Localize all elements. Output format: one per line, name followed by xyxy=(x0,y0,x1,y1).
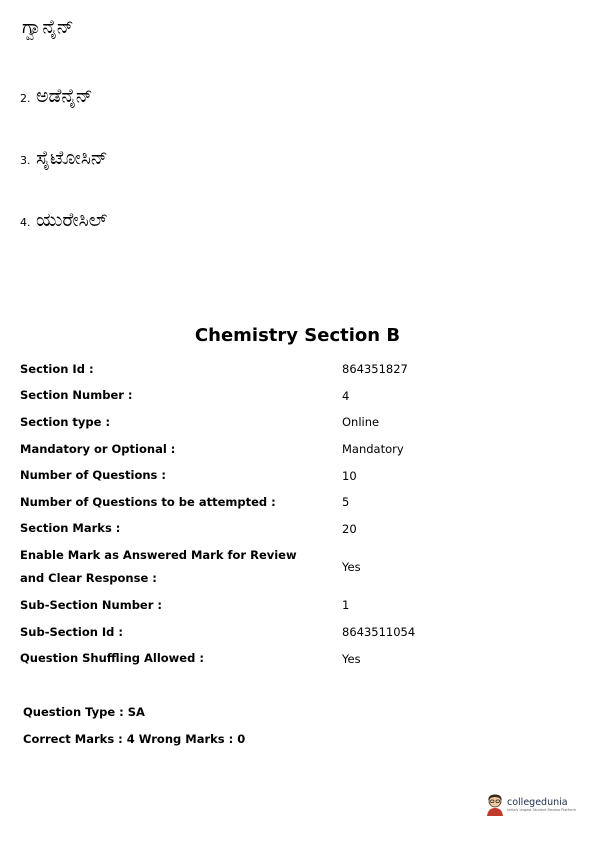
option-3 xyxy=(20,149,108,168)
row-value: 864351827 xyxy=(342,362,408,377)
row-value: 10 xyxy=(342,468,357,483)
row-value: 5 xyxy=(342,495,350,510)
row-label: Number of Questions : xyxy=(20,468,166,483)
table-row xyxy=(14,516,574,543)
collegedunia-logo xyxy=(485,793,576,817)
logo-tagline: India's largest Student Review Platform xyxy=(507,807,576,812)
row-value: 20 xyxy=(342,521,357,536)
table-row xyxy=(14,462,574,489)
table-row xyxy=(14,619,574,646)
table-row xyxy=(14,542,574,592)
option-number: 4. xyxy=(20,216,31,229)
option-number: 2. xyxy=(20,92,31,105)
row-label: Section type : xyxy=(20,414,111,429)
table-row xyxy=(14,356,574,383)
row-value: Mandatory xyxy=(342,442,404,457)
option-number: 3. xyxy=(20,154,31,167)
option-4 xyxy=(20,211,107,230)
question-type: Question Type : SA xyxy=(23,705,145,719)
row-label: Mandatory or Optional : xyxy=(20,441,176,456)
option-2 xyxy=(20,87,93,106)
row-label: Section Id : xyxy=(20,361,94,376)
table-row xyxy=(14,489,574,516)
row-label: Enable Mark as Answered Mark for Review and Clear Response : xyxy=(20,548,297,586)
row-value: 4 xyxy=(342,388,350,403)
row-value: 1 xyxy=(342,598,350,613)
row-label: Question Shuffling Allowed : xyxy=(20,651,204,666)
option-text: ಗ್ವಾನೈನ್ xyxy=(22,16,74,38)
row-label: Section Number : xyxy=(20,388,133,403)
option-1 xyxy=(22,18,74,37)
question-marks: Correct Marks : 4 Wrong Marks : 0 xyxy=(23,732,246,746)
option-text: ಯುರೇಸಿಲ್ xyxy=(36,209,108,231)
row-value: Yes xyxy=(342,560,361,575)
row-label: Sub-Section Number : xyxy=(20,597,163,612)
option-text: ಅಡೆನೈನ್ xyxy=(36,85,93,107)
student-avatar-icon xyxy=(485,793,505,817)
row-label: Sub-Section Id : xyxy=(20,624,124,639)
row-value: 8643511054 xyxy=(342,625,416,640)
option-text: ಸೈಟೋಸಿನ್ xyxy=(36,147,108,169)
section-info-table xyxy=(14,356,574,672)
row-label: Number of Questions to be attempted : xyxy=(20,494,276,509)
row-label: Section Marks : xyxy=(20,521,121,536)
table-row xyxy=(14,645,574,672)
table-row xyxy=(14,409,574,436)
logo-name: collegedunia xyxy=(507,797,568,809)
row-value: Yes xyxy=(342,651,361,666)
table-row xyxy=(14,436,574,463)
section-title: Chemistry Section B xyxy=(194,325,401,346)
table-row xyxy=(14,383,574,410)
table-row xyxy=(14,592,574,619)
row-value: Online xyxy=(342,415,380,430)
